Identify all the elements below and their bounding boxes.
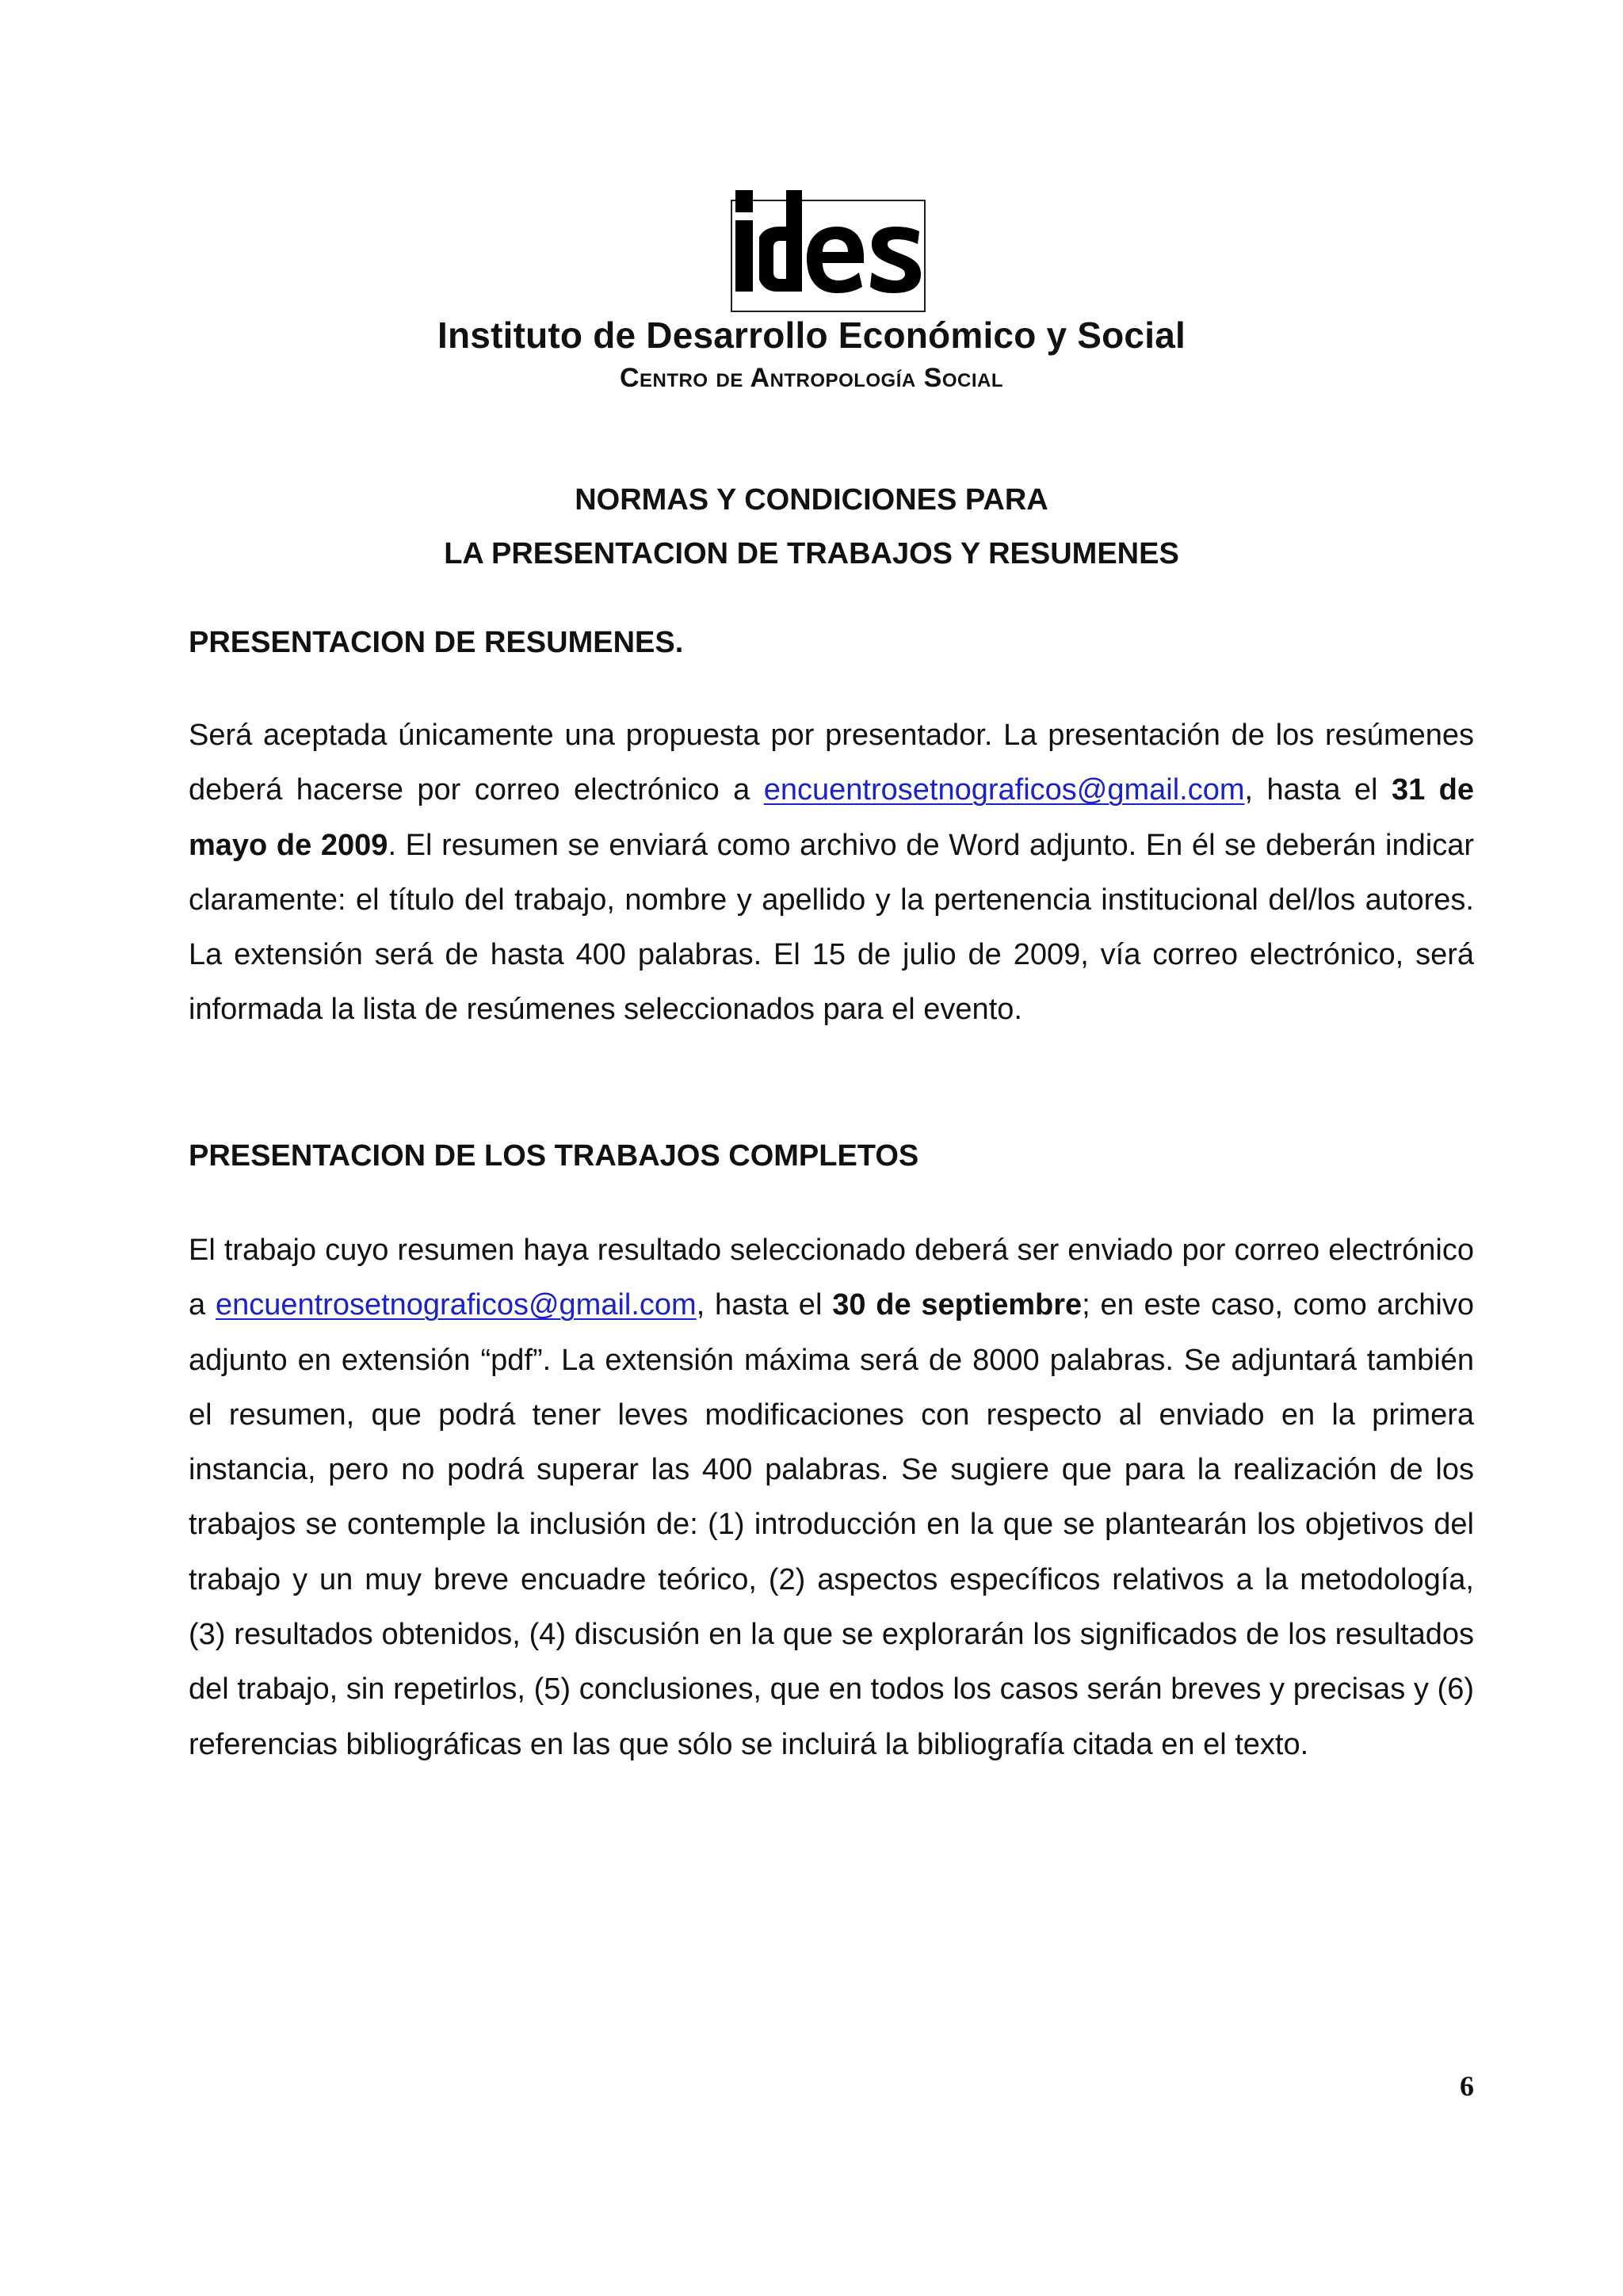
page-number: 6: [1460, 2070, 1474, 2102]
institute-name: Instituto de Desarrollo Económico y Social: [437, 315, 1186, 356]
text-run: Será aceptada únicamente una propuesta por presentador. La presentación de los resúmenes deberá hacerse por correo electrónico a: [189, 719, 1474, 807]
deadline-date: 31 de mayo de 2009: [189, 773, 1474, 862]
ides-logo-mark: [724, 190, 930, 317]
text-run: . El resumen se enviará como archivo de Word adjunto. En él se deberán indicar claramente: el título del trabajo, nombre y apellido y la pertenencia institucional del/los autores. La extensión será de hasta 400 palabras. El 15 de julio de 2009, vía correo electrónico, será informada la lista de resúmenes seleccionados para el evento.: [189, 828, 1474, 1027]
document-title-line-1: NORMAS Y CONDICIONES PARA: [575, 483, 1048, 517]
paragraph-trabajos: [189, 1223, 1474, 1772]
text-run: , hasta el: [1244, 773, 1392, 807]
email-link[interactable]: encuentrosetnograficos@gmail.com: [763, 773, 1245, 807]
section-heading-resumenes: PRESENTACION DE RESUMENES.: [189, 626, 684, 659]
text-run: El trabajo cuyo resumen haya resultado seleccionado deberá ser enviado por correo electrónico a: [189, 1234, 1474, 1322]
text-run: , hasta el: [696, 1288, 833, 1322]
email-link[interactable]: encuentrosetnograficos@gmail.com: [215, 1288, 697, 1322]
centre-name: Centro de Antropología Social: [619, 363, 1004, 393]
ides-logo: [731, 200, 926, 312]
text-run: ; en este caso, como archivo adjunto en extensión “pdf”. La extensión máxima será de 8000 palabras. Se adjuntará también el resumen, que podrá tener leves modificaciones con respecto al enviado en la primera instancia, pero no podrá superar las 400 palabras. Se sugiere que para la realización de los trabajos se contemple la inclusión de: (1) introducción en la que se plantearán los objetivos del trabajo y un muy breve encuadre teórico, (2) aspectos específicos relativos a la metodología, (3) resultados obtenidos, (4) discusión en la que se explorarán los significados de los resultados del trabajo, sin repetirlos, (5) conclusiones, que en todos los casos serán breves y precisas y (6) referencias bibliográficas en las que sólo se incluirá la bibliografía citada en el texto.: [189, 1288, 1475, 1761]
section-heading-trabajos: PRESENTACION DE LOS TRABAJOS COMPLETOS: [189, 1139, 919, 1173]
document-title-line-2: LA PRESENTACION DE TRABAJOS Y RESUMENES: [444, 537, 1179, 570]
paragraph-resumenes: [189, 708, 1474, 1038]
deadline-date: 30 de septiembre: [832, 1288, 1083, 1322]
